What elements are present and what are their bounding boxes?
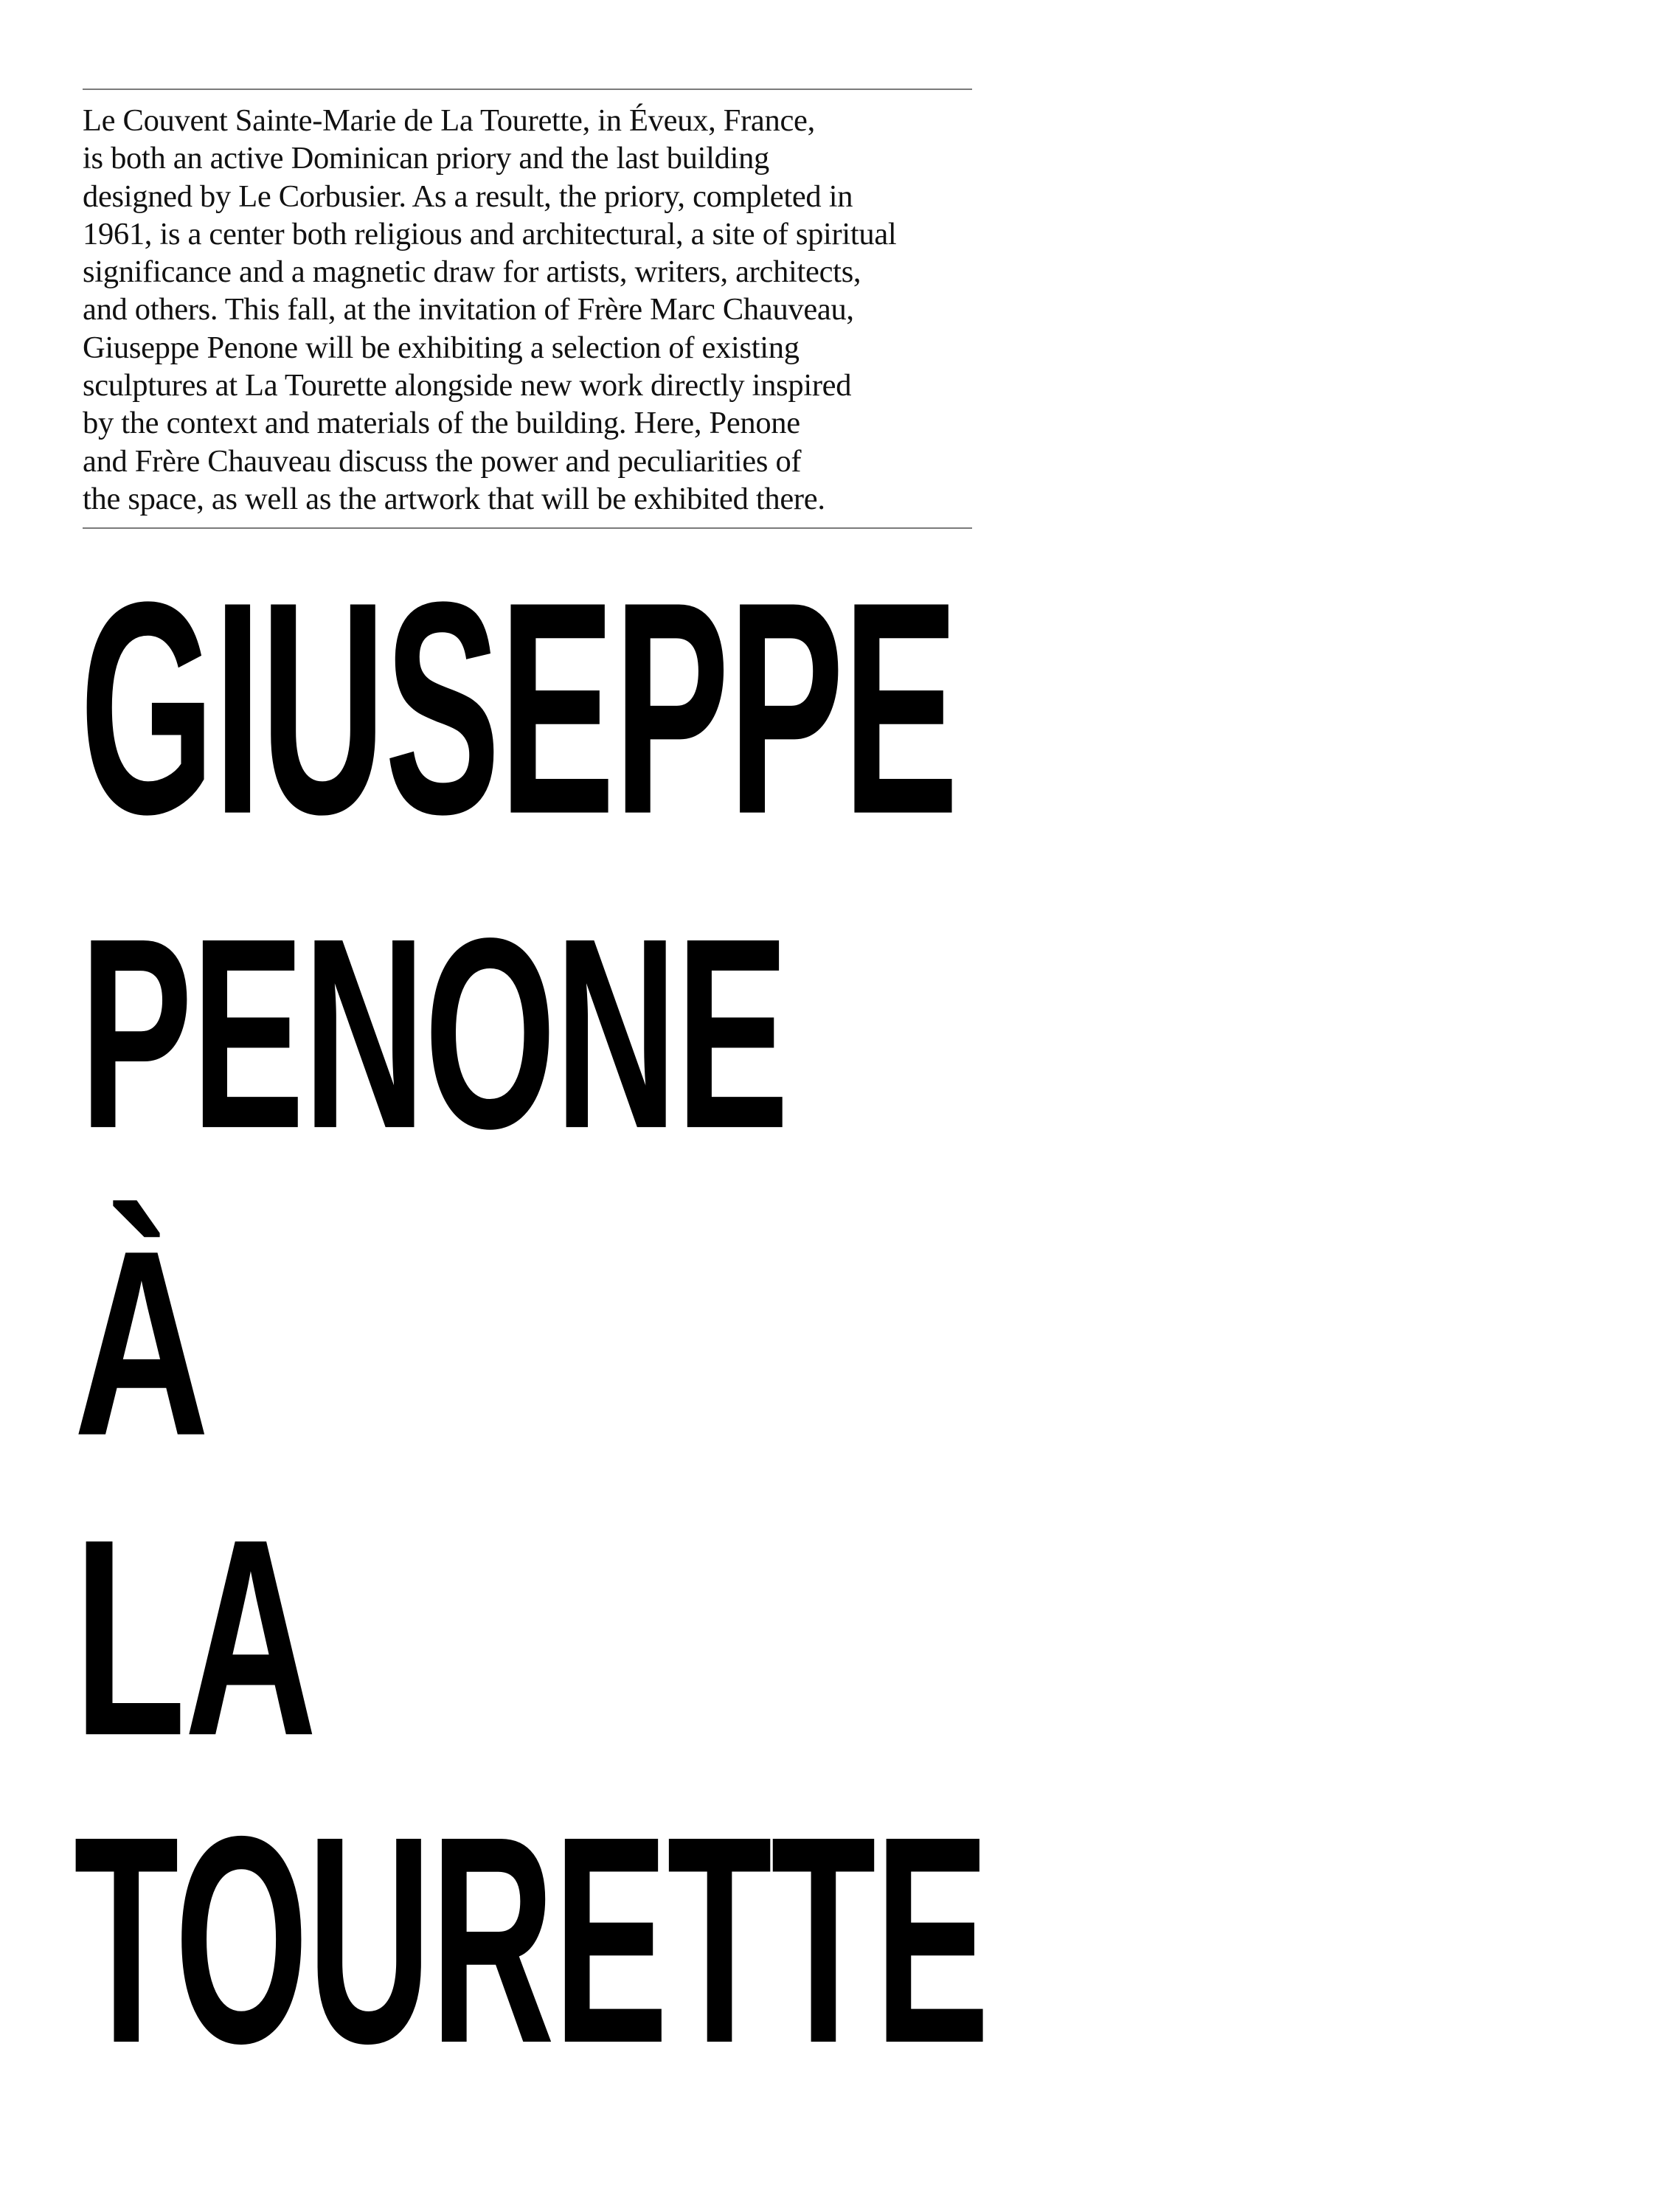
intro-line: and others. This fall, at the invitation of Frère Marc Chauveau, <box>83 292 854 327</box>
headline-word-giuseppe: GIUSEPPE <box>80 538 957 877</box>
intro-line: Giuseppe Penone will be exhibiting a selection of existing <box>83 330 800 365</box>
intro-line: designed by Le Corbusier. As a result, the priory, completed in <box>83 178 853 214</box>
headline-word-penone: PENONE <box>80 881 788 1185</box>
intro-line: 1961, is a center both religious and architectural, a site of spiritual <box>83 216 897 252</box>
intro-line: and Frère Chauveau discuss the power and peculiarities of <box>83 443 802 479</box>
headline-word-a: À <box>74 1195 208 1491</box>
intro-line: the space, as well as the artwork that will be exhibited there. <box>83 481 825 516</box>
intro-line: sculptures at La Tourette alongside new work directly inspired <box>83 368 852 403</box>
intro-line: is both an active Dominican priory and the last building <box>83 141 769 176</box>
headline-word-la: LA <box>74 1480 316 1795</box>
intro-line: significance and a magnetic draw for artists, writers, architects, <box>83 254 861 290</box>
intro-line: by the context and materials of the building. Here, Penone <box>83 406 800 441</box>
intro-line: Le Couvent Sainte-Marie de La Tourette, in Éveux, France, <box>83 103 815 138</box>
headline-word-tourette: TOURETTE <box>74 1775 988 2105</box>
